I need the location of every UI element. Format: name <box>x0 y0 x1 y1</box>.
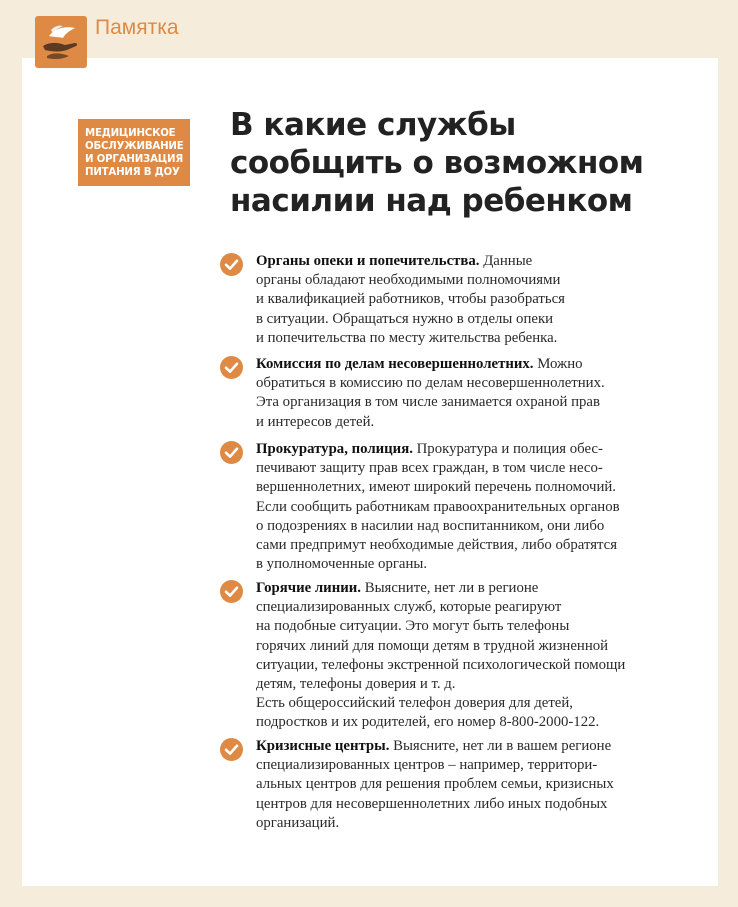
item-line: органы обладают необходимыми полномочиями <box>256 272 561 289</box>
checkmark-icon <box>220 356 243 379</box>
item-line: альных центров для решения проблем семьи, кризисных <box>256 776 614 793</box>
item-line: Данные <box>479 253 533 269</box>
item-line: Есть общероссийский телефон доверия для детей, <box>256 695 573 712</box>
item-line: в уполномоченные органы. <box>256 556 428 573</box>
item-line: Если сообщить работникам правоохранительных органов <box>256 498 620 515</box>
item-line: и квалификацией работников, чтобы разобраться <box>256 291 565 308</box>
item-line: центров для несовершеннолетних либо иных подобных <box>256 795 608 812</box>
item-heading: Кризисные центры. <box>256 738 390 754</box>
item-line: организаций. <box>256 814 340 831</box>
item-line: Выясните, нет ли в вашем регионе <box>389 738 612 754</box>
page-title <box>230 106 690 220</box>
item-text <box>256 737 614 833</box>
page-title-line: сообщить о возможном <box>230 145 644 181</box>
item-line: сами предпримут необходимые действия, либо обратятся <box>256 537 618 554</box>
checkmark-icon <box>220 738 243 761</box>
item-line: подростков и их родителей, его номер 8-800-2000-122. <box>256 714 600 731</box>
checkmark-icon <box>220 580 243 603</box>
item-heading: Горячие линии. <box>256 580 361 596</box>
item-line: обратиться в комиссию по делам несовершеннолетних. <box>256 375 605 392</box>
item-line: специализированных центров – например, территори- <box>256 757 598 774</box>
page-title-line: В какие службы <box>230 107 516 143</box>
hands-dove-icon <box>35 16 87 68</box>
page-title-line: насилии над ребенком <box>230 183 633 219</box>
item-line: в ситуации. Обращаться нужно в отделы опеки <box>256 310 554 327</box>
item-text <box>256 355 605 432</box>
item-heading: Комиссия по делам несовершеннолетних. <box>256 356 534 372</box>
item-line: Эта организация в том числе занимается охраной прав <box>256 394 600 411</box>
category-tag-line: И ОРГАНИЗАЦИЯ <box>85 154 183 165</box>
checkmark-icon <box>220 253 243 276</box>
item-line: на подобные ситуации. Это могут быть телефоны <box>256 618 570 635</box>
item-line: Можно <box>533 356 583 372</box>
item-line: Прокуратура и полиция обес- <box>412 441 603 457</box>
category-tag <box>78 119 190 186</box>
item-line: специализированных служб, которые реагируют <box>256 599 562 616</box>
category-tag-line: ОБСЛУЖИВАНИЕ <box>85 141 184 152</box>
item-text <box>256 440 620 574</box>
item-line: о подозрениях в насилии над воспитанником, они либо <box>256 517 605 534</box>
header-title: Памятка <box>95 16 179 39</box>
item-line: и интересов детей. <box>256 413 375 430</box>
item-line: Выясните, нет ли в регионе <box>361 580 539 596</box>
checkmark-icon <box>220 441 243 464</box>
item-line: горячих линий для помощи детям в трудной жизненной <box>256 637 609 654</box>
item-text <box>256 579 625 733</box>
item-line: детям, телефоны доверия и т. д. <box>256 676 456 693</box>
item-text <box>256 252 565 348</box>
item-heading: Прокуратура, полиция. <box>256 441 413 457</box>
item-line: и попечительства по месту жительства ребенка. <box>256 329 558 346</box>
item-line: вершеннолетних, имеют широкий перечень полномочий. <box>256 479 616 496</box>
category-tag-line: МЕДИЦИНСКОЕ <box>85 128 176 139</box>
item-line: ситуации, телефоны экстренной психологической помощи <box>256 656 626 673</box>
category-tag-line: ПИТАНИЯ В ДОУ <box>85 167 180 178</box>
item-line: печивают защиту прав всех граждан, в том числе несо- <box>256 460 603 477</box>
header-bar <box>0 0 738 58</box>
item-heading: Органы опеки и попечительства. <box>256 253 480 269</box>
